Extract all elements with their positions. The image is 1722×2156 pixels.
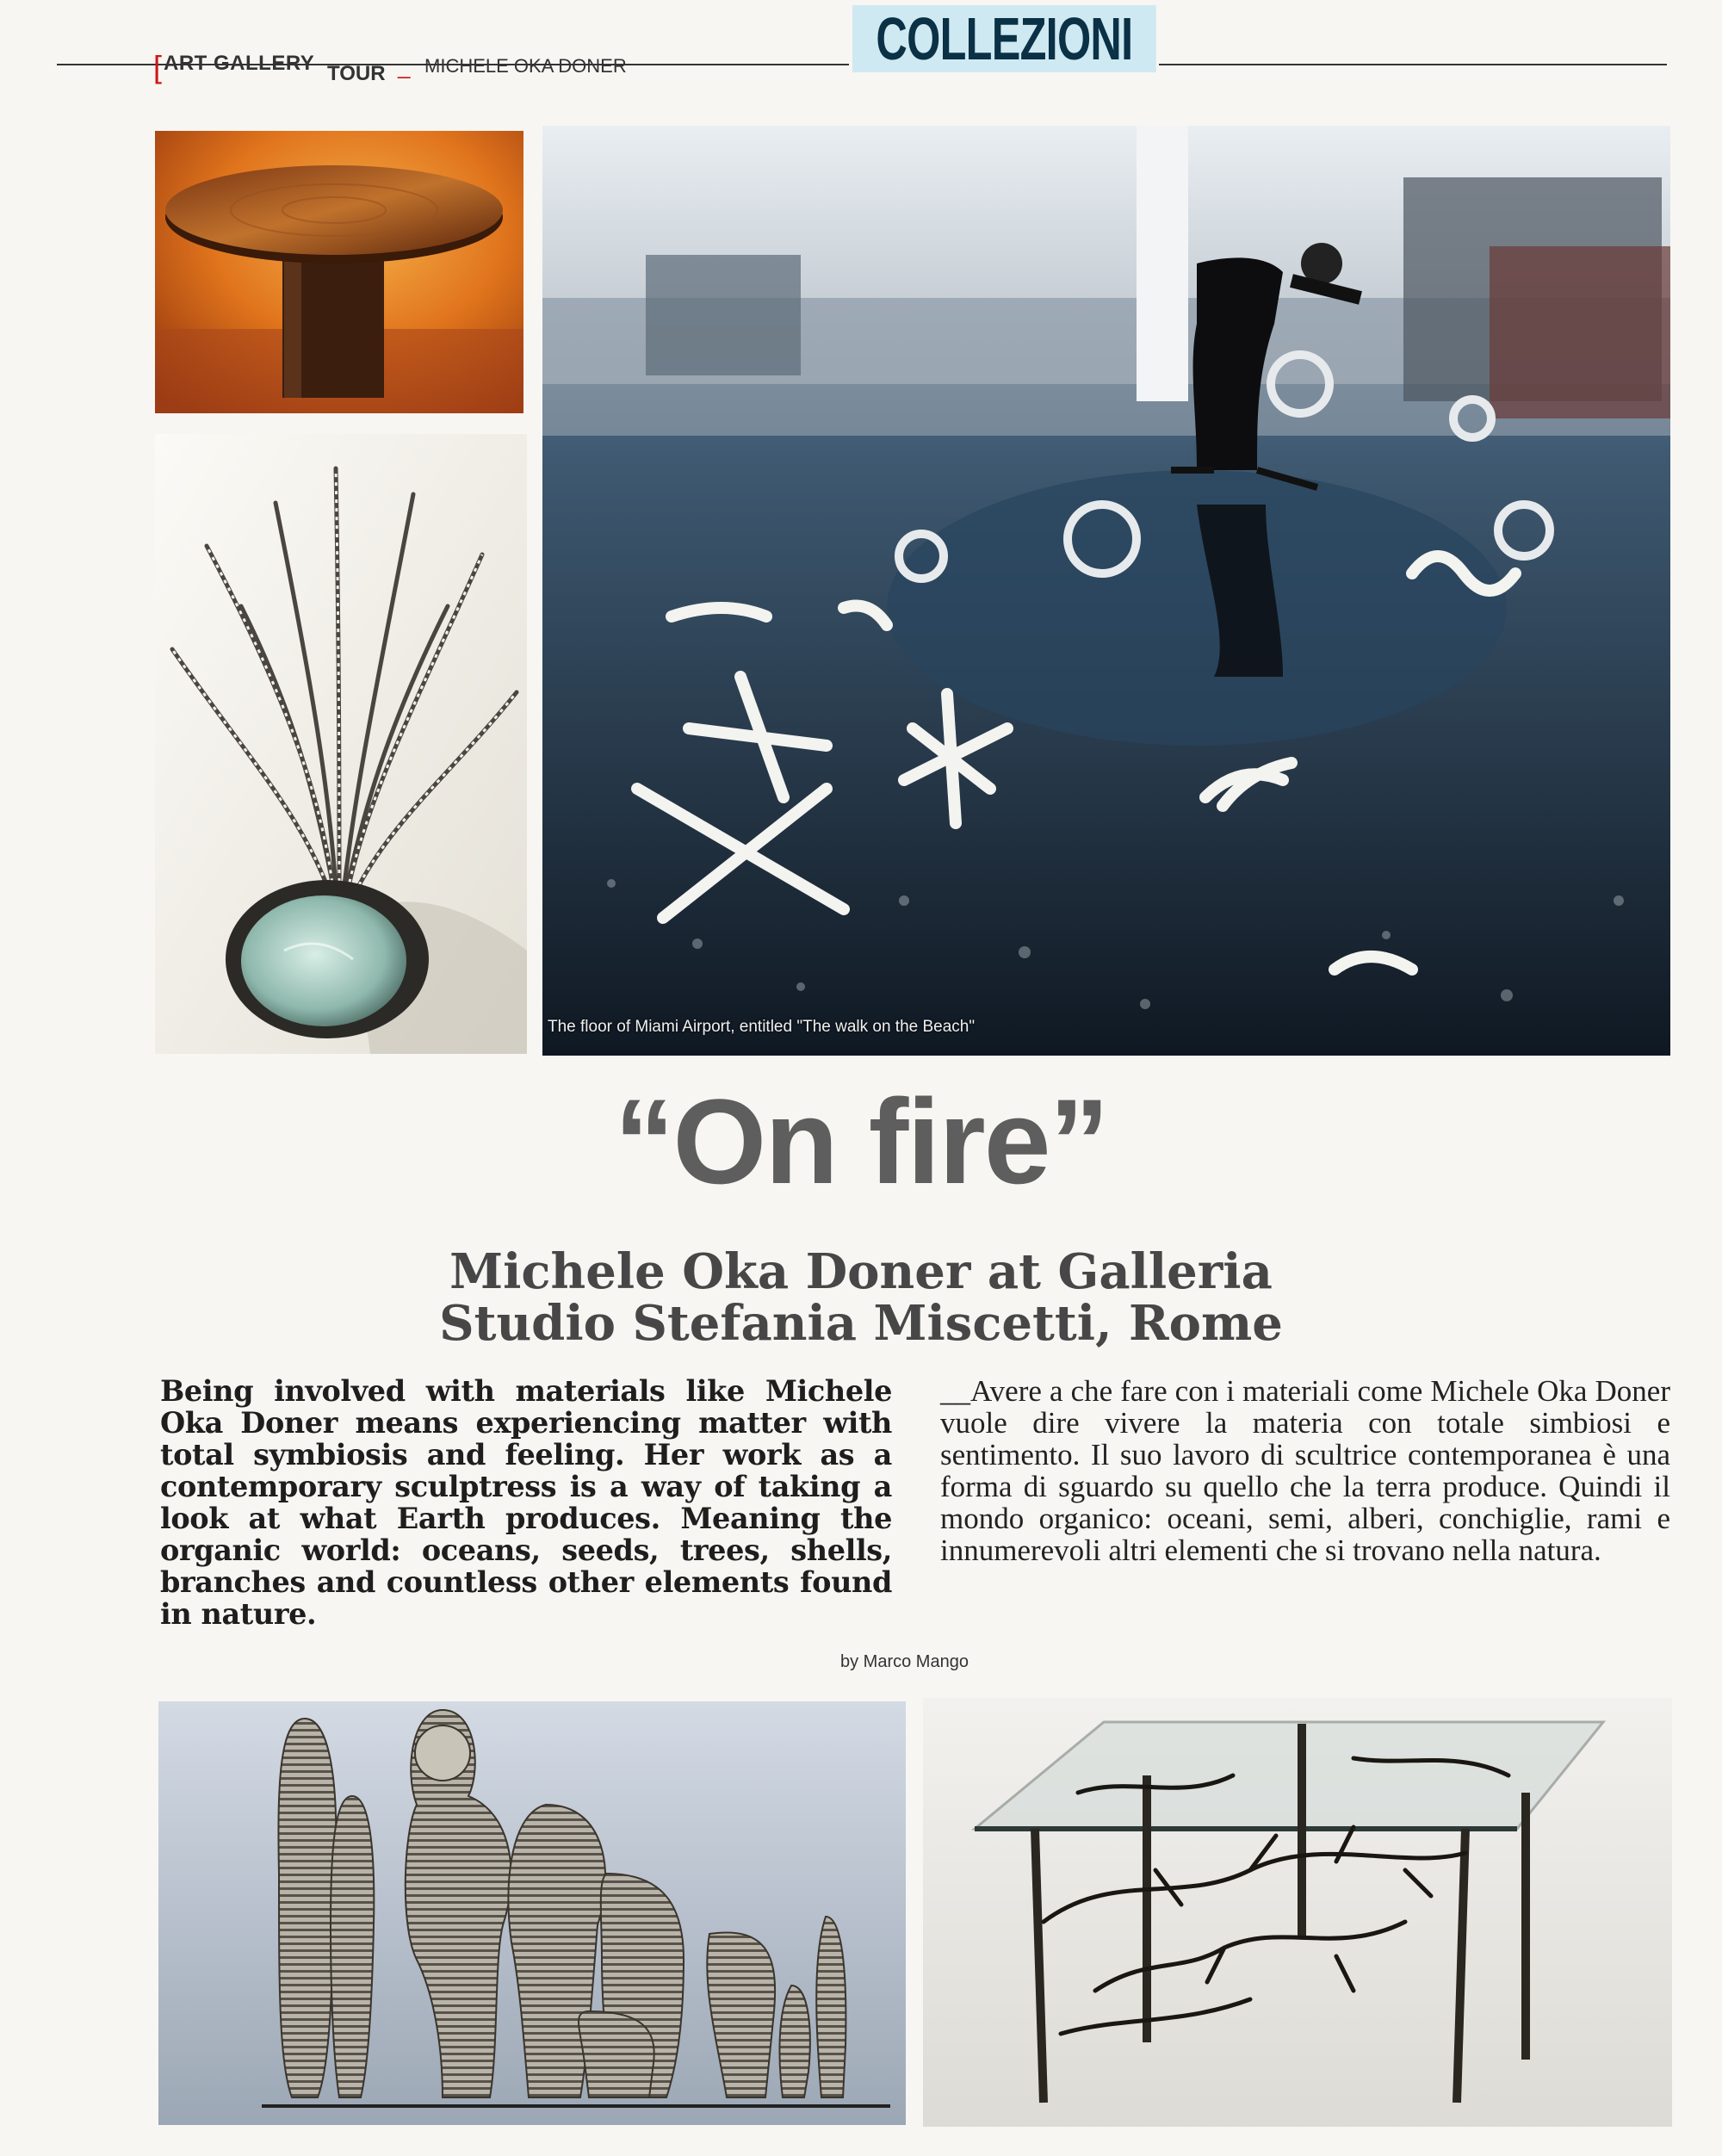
header-subject: MICHELE OKA DONER — [424, 55, 627, 77]
header-separator: _ — [398, 53, 411, 79]
photo-wooden-table — [155, 131, 523, 413]
header-bracket: [ — [153, 49, 163, 84]
photo-figure-sculptures — [158, 1701, 906, 2125]
photo-caption: The floor of Miami Airport, entitled "The walk on the Beach" — [548, 1018, 976, 1036]
article-title: “On fire” — [614, 1074, 1108, 1209]
header-section-label: ART GALLERY — [164, 52, 315, 75]
article-subtitle-line-2: Studio Stefania Miscetti, Rome — [439, 1295, 1283, 1352]
article-subtitle-line-1: Michele Oka Doner at Galleria — [449, 1243, 1273, 1300]
photo-branch-sculpture — [155, 434, 527, 1054]
article-body-english: Being involved with materials like Michele Oka Doner means experiencing matter with total symbiosis and feeling. Her work as a contemporary sculptress is a way of taking a look at what Earth produces. Meaning the organic world: oceans, seeds, trees, shells, branches and countless other elements found in nature. — [160, 1374, 892, 1631]
header-tour-label: TOUR — [327, 62, 386, 85]
photo-glass-branch-table — [923, 1698, 1672, 2127]
article-byline: by Marco Mango — [840, 1652, 969, 1671]
collezioni-banner: COLLEZIONI — [852, 5, 1156, 72]
header-rule-right — [1159, 64, 1667, 65]
photo-miami-airport-floor — [542, 126, 1670, 1056]
article-body-italian: __Avere a che fare con i materiali come Michele Oka Doner vuole dire vivere la materia con totale simbiosi e sentimento. Il suo lavoro di scultrice contemporanea è una forma di sguardo su quello che la terra produce. Quindi il mondo organico: oceani, semi, alberi, conchiglie, rami e innumerevoli altri elementi che si trovano nella natura. — [940, 1374, 1670, 1567]
